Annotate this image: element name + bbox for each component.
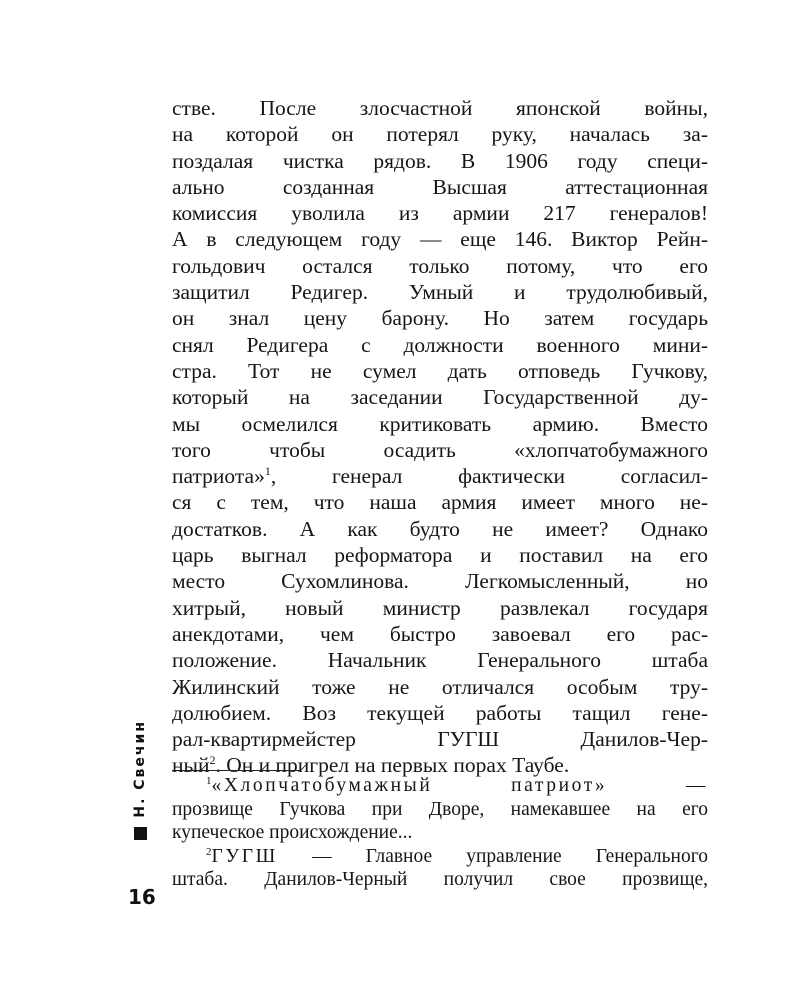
footnote-2-term: ГУГШ [211,845,278,867]
text-segment: ный [172,753,210,778]
text-line: снял Редигера с должности военного мини- [172,332,708,357]
footnotes [172,774,708,892]
text-segment: , генерал фактически согласил- [270,464,708,489]
text-line: А в следующем году — еще 146. Виктор Рейн- [172,227,708,252]
text-line: рал-квартирмейстер ГУГШ Данилов-Чер- [172,727,708,752]
footnote-ref-2: 2 [209,753,216,768]
text-line: анекдотами, чем быстро завоевал его рас- [172,621,708,646]
square-marker-icon [134,827,147,840]
text-line: который на заседании Государственной ду- [172,385,708,410]
text-line-with-footnote-ref [172,463,708,489]
text-line: ся с тем, что наша армия имеет много не- [172,490,708,515]
footnote-marker-1: 1 [206,775,212,787]
text-line: защитил Редигер. Умный и трудолюбивый, [172,280,708,305]
footnote-2-lead [206,846,708,867]
running-head [132,720,148,840]
text-line: Жилинский тоже не отличался особым тру- [172,674,708,699]
text-line: поздалая чистка рядов. В 1906 году специ- [172,148,708,173]
text-line: стра. Тот не сумел дать отповедь Гучкову, [172,358,708,383]
text-line: гольдович остался только потому, что его [172,253,708,278]
footnote-ref-1: 1 [264,464,271,479]
text-segment: патриота» [172,464,265,489]
text-line: царь выгнал реформатора и поставил на его [172,543,708,568]
footnote-1-line [172,774,708,798]
footnote-2-line [172,845,708,869]
footnote-separator [172,770,300,771]
footnote-marker-2: 2 [206,845,212,858]
text-line: положение. Начальник Генерального штаба [172,648,708,673]
footnote-line: штаба. Данилов-Черный получил свое прозвище, [172,869,708,890]
text-line: долюбием. Воз текущей работы тащил гене- [172,700,708,725]
text-line: он знал цену барону. Но затем государь [172,306,708,331]
footnote-line: прозвище Гучкова при Дворе, намекавшее на его [172,798,708,820]
text-line: того чтобы осадить «хлопчатобумажного [172,437,708,462]
page-number: 16 [128,885,156,909]
author-name: Н. Свечин [132,720,148,818]
text-segment: — Главное управление Генерального [277,845,708,867]
footnote-1-term: $^1$«Хлопчатобумажный патриот» — [206,775,708,796]
footnote-line: купеческое происхождение... [172,822,413,843]
text-segment: . Он и пригрел на первых порах Таубе. [215,753,570,778]
body-text [172,95,708,779]
text-line: мы осмелился критиковать армию. Вместо [172,411,708,436]
text-line: комиссия уволила из армии 217 генералов! [172,201,708,226]
text-line: ально созданная Высшая аттестационная [172,174,708,199]
text-line: на которой он потерял руку, началась за- [172,122,708,147]
text-line: стве. После злосчастной японской войны, [172,96,708,120]
text-line: место Сухомлинова. Легкомысленный, но [172,569,708,594]
text-line: хитрый, новый министр развлекал государя [172,595,708,620]
text-line: достатков. А как будто не имеет? Однако [172,516,708,541]
